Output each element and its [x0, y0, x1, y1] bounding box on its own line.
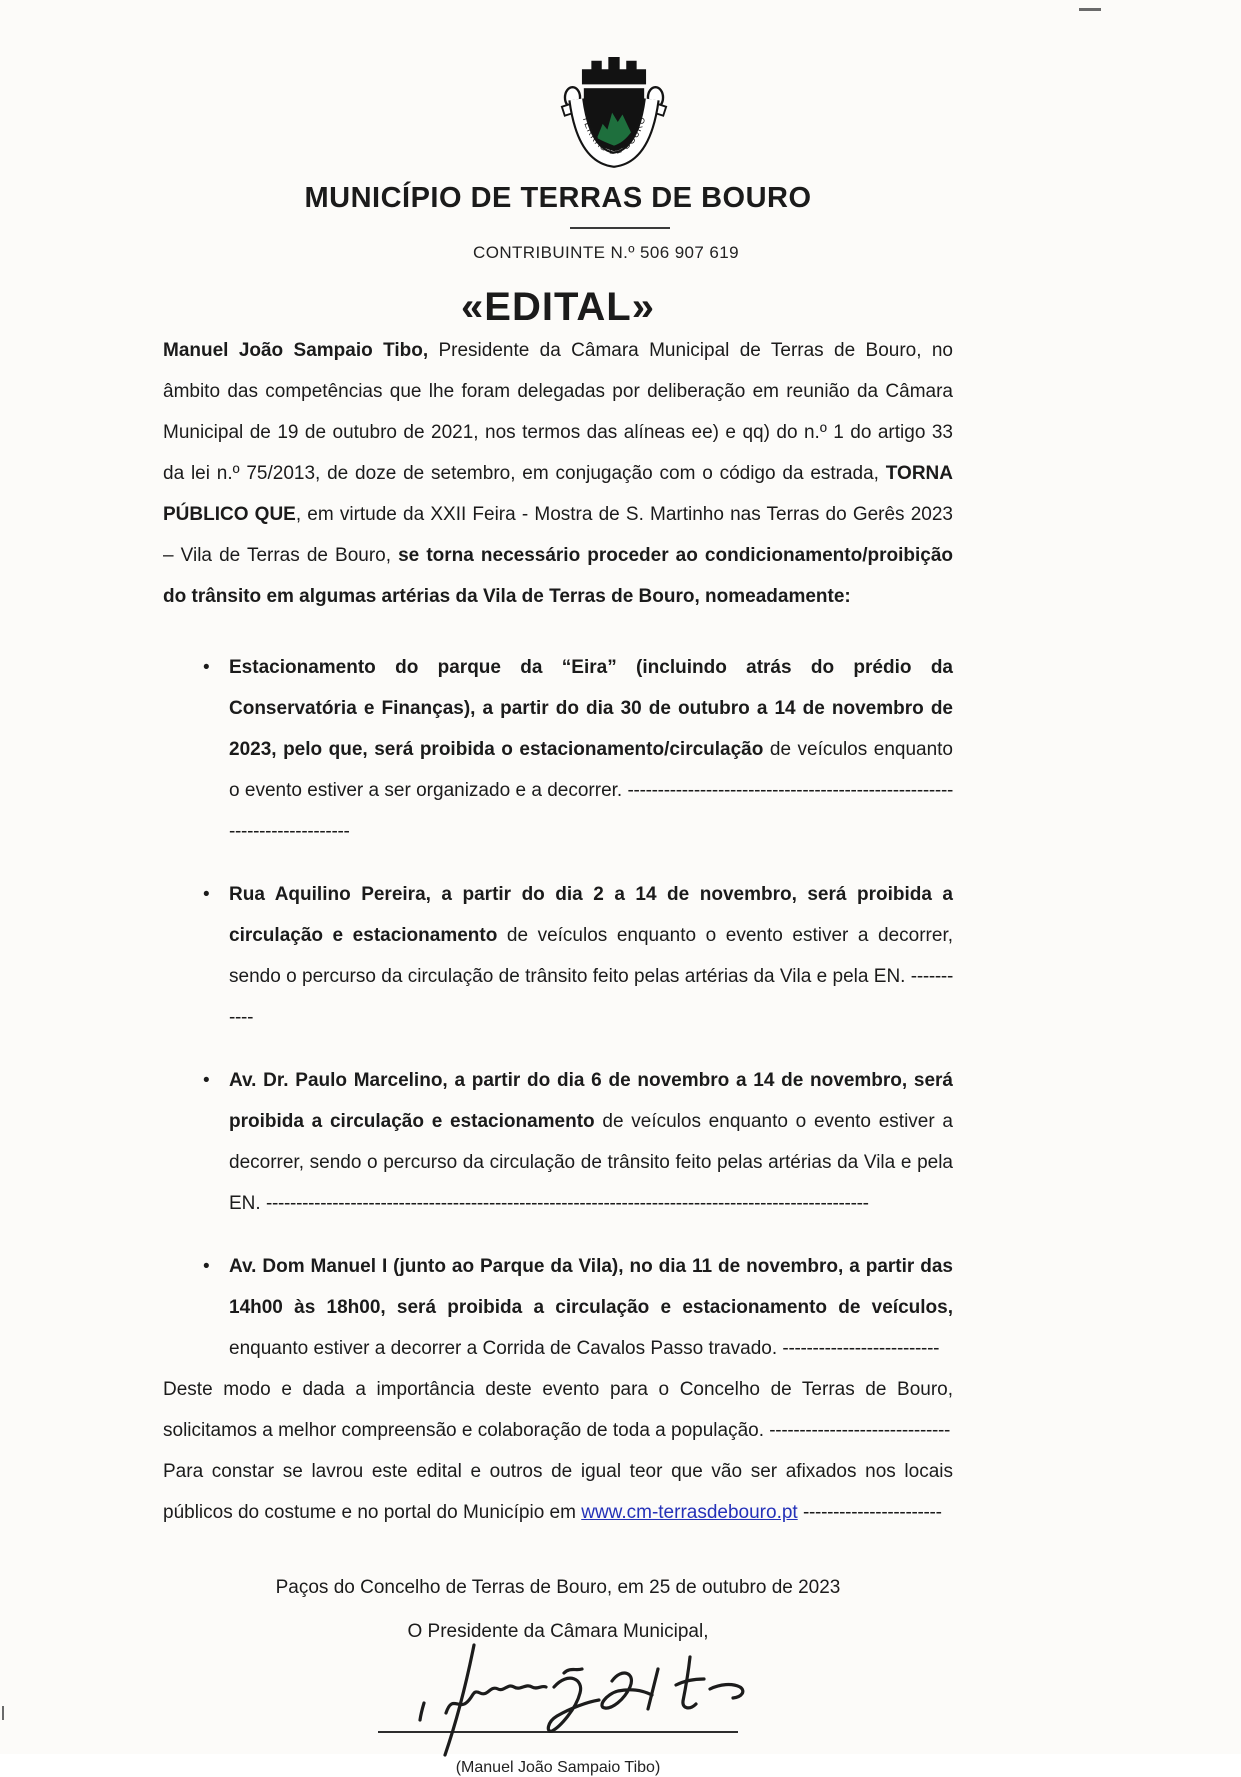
closing-paragraph-thanks [163, 1369, 953, 1451]
torna-publico-bold: TORNA PÚBLICO QUE [163, 463, 953, 525]
signature-area [163, 1645, 953, 1763]
closure-bold: Av. Dr. Paulo Marcelino, a partir do dia 6 de novembro a 14 de novembro, será proibida a circulação e estacionamento [229, 1070, 953, 1132]
bullet-icon: • [203, 1256, 210, 1277]
closure-text: enquanto estiver a decorrer a Corrida de Cavalos Passo travado. [229, 1338, 783, 1359]
scan-artifact [2, 1706, 4, 1720]
closure-text: de veículos enquanto o evento estiver a decorrer, sendo o percurso da circulação de trânsito feito pelas artérias da Vila e pela EN. [229, 925, 954, 987]
intro-paragraph [163, 330, 953, 617]
list-item-eira-parking [201, 647, 953, 852]
closing-text: Deste modo e dada a importância deste evento para o Concelho de Terras de Bouro, solicitamos a melhor compreensão e colaboração de toda a população. [163, 1379, 953, 1441]
mural-crown-icon [582, 57, 646, 84]
closure-bold: Rua Aquilino Pereira, a partir do dia 2 a 14 de novembro, será proibida a circulação e estacionamento [229, 884, 953, 946]
intro-text: , em virtude da XXII Feira - Mostra de S. Martinho nas Terras do Gerês 2023 – Vila de Terras de Bouro, [163, 504, 953, 566]
intro-text: Presidente da Câmara Municipal de Terras de Bouro, no âmbito das competências que lhe foram delegadas por deliberação em reunião da Câmara Municipal de 19 de outubro de 2021, nos termos das alíneas ee) e qq) do n.º 1 do artigo 33 da lei n.º 75/2013, de doze de setembro, em conjugação com o código da estrada, [163, 340, 953, 484]
closing-text: Para constar se lavrou este edital e outros de igual teor que vão ser afixados nos locais públicos do costume e no portal do Município em [163, 1461, 953, 1523]
dash-fill: ------------------------------ [769, 1420, 951, 1441]
closure-text: de veículos enquanto o evento estiver a decorrer, sendo o percurso da circulação de trânsito feito pelas artérias da Vila e pela EN. [229, 1111, 953, 1214]
header-rule [570, 227, 670, 229]
scan-artifact [1079, 8, 1101, 11]
list-item-av-paulo-marcelino [201, 1060, 953, 1224]
municipality-name: MUNICÍPIO DE TERRAS DE BOURO [304, 182, 812, 214]
bullet-icon: • [203, 657, 210, 678]
dateline: Paços do Concelho de Terras de Bouro, em 25 de outubro de 2023 [275, 1577, 841, 1598]
list-item-av-dom-manuel [201, 1246, 953, 1369]
shield-divider [584, 85, 644, 88]
dash-fill: ---------------------------------------------------------------------------------------------------- [265, 1193, 869, 1214]
dash-fill: -------------------------------------------------------------------------- [229, 780, 953, 842]
road-closure-list [163, 647, 953, 1369]
dash-fill: ----------- [229, 966, 953, 1028]
bullet-icon: • [203, 1070, 210, 1091]
municipal-coat-of-arms [548, 44, 680, 168]
dash-fill: -------------------------- [782, 1338, 940, 1359]
document-title: «EDITAL» [461, 285, 655, 329]
bullet-icon: • [203, 884, 210, 905]
closing-paragraph-publication [163, 1451, 953, 1533]
website-link[interactable]: www.cm-terrasdebouro.pt [581, 1502, 798, 1523]
dash-fill: ----------------------- [802, 1502, 942, 1523]
intro-bold-close: se torna necessário proceder ao condicionamento/proibição do trânsito em algumas artérias da Vila de Terras de Bouro, nomeadamente: [163, 545, 953, 607]
signer-title: O Presidente da Câmara Municipal, [407, 1621, 709, 1642]
signature-stroke [420, 1645, 743, 1755]
closure-bold: Av. Dom Manuel I (junto ao Parque da Vila), no dia 11 de novembro, a partir das 14h00 às 18h00, será proibida a circulação e estacionamento de veículos, [229, 1256, 953, 1318]
closure-text: de veículos enquanto o evento estiver a ser organizado e a decorrer. [229, 739, 953, 801]
list-item-rua-aquilino [201, 874, 953, 1038]
closure-bold: Estacionamento do parque da “Eira” (incluindo atrás do prédio da Conservatória e Finanças), a partir do dia 30 de outubro a 14 de novembro de 2023, pelo que, será proibida o estacionamento/circulação [229, 657, 953, 760]
handwritten-signature [358, 1641, 758, 1759]
ribbon-text: TERRAS DE BOURO [580, 114, 648, 157]
signer-bold-name: Manuel João Sampaio Tibo, [163, 340, 429, 361]
signer-name: (Manuel João Sampaio Tibo) [455, 1759, 661, 1776]
taxpayer-number: CONTRIBUINTE N.º 506 907 619 [473, 243, 739, 262]
